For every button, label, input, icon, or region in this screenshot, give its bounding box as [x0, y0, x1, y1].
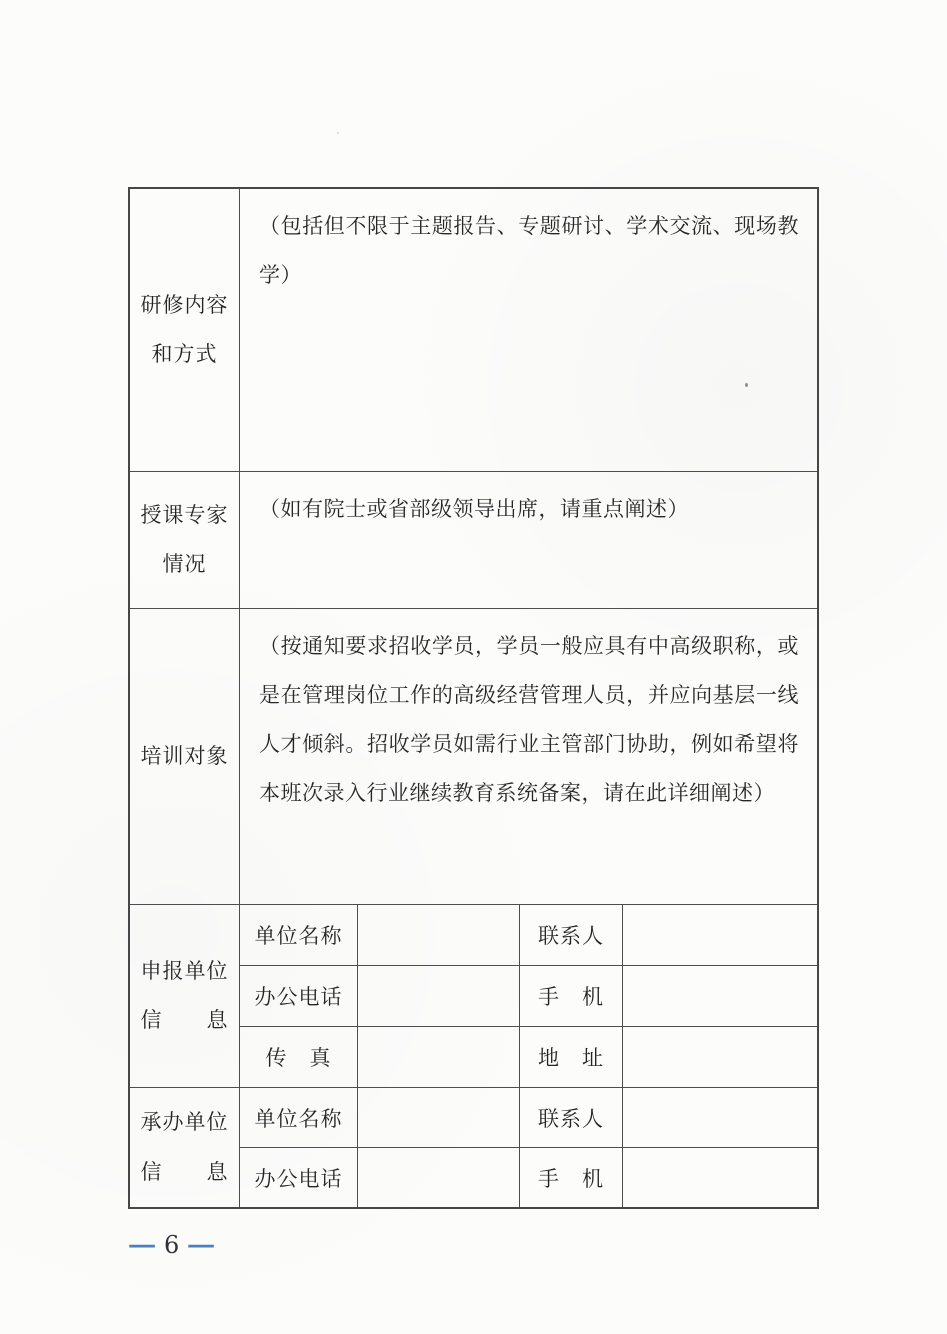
- row-label-organizer-unit-info: [130, 1088, 240, 1207]
- row-label-line: 承办单位: [140, 1110, 229, 1135]
- page-number-dash-left: —: [127, 1232, 157, 1258]
- field-value-contact-person: [623, 1088, 817, 1147]
- subtable-row: [240, 966, 817, 1027]
- training-content-text: （包括但不限于主题报告、专题研讨、学术交流、现场教学）: [259, 214, 799, 287]
- row-label-line: 和方式: [151, 342, 218, 366]
- row-trainees: [130, 609, 817, 905]
- field-value-contact-person: [623, 905, 817, 965]
- row-label-applicant-unit-info: [130, 905, 240, 1087]
- trainees-cell: [240, 609, 817, 904]
- subtable-row: [240, 1088, 817, 1148]
- applicant-unit-subtable: [240, 905, 817, 1087]
- row-label-line: 情况: [162, 552, 207, 576]
- row-label-line: 培训对象: [140, 743, 229, 768]
- scan-speck: [745, 383, 748, 387]
- field-label-contact-person: 联系人: [520, 905, 623, 965]
- row-lecturer-experts: [130, 472, 817, 609]
- page-number-dash-right: —: [186, 1232, 216, 1258]
- subtable-row: [240, 1027, 817, 1087]
- row-label-line: 授课专家: [140, 502, 229, 527]
- row-organizer-unit-info: [130, 1088, 817, 1207]
- field-value-unit-name: [358, 1088, 520, 1147]
- trainees-text: （按通知要求招收学员，学员一般应具有中高级职称，或是在管理岗位工作的高级经营管理人员，并应向基层一线人才倾斜。招收学员如需行业主管部门协助，例如希望将本班次录入行业继续教育系统备案，请在此详细阐述）: [259, 634, 799, 805]
- subtable-row: [240, 1148, 817, 1207]
- field-label-address: 地 址: [520, 1027, 623, 1087]
- page-number: [127, 1231, 216, 1259]
- subtable-row: [240, 905, 817, 966]
- row-label-training-content: [130, 189, 240, 471]
- field-label-mobile: 手 机: [520, 966, 623, 1026]
- field-label-contact-person: 联系人: [520, 1088, 623, 1147]
- row-label-trainees: [130, 609, 240, 904]
- application-form-table: [128, 187, 819, 1209]
- field-label-fax: 传 真: [240, 1027, 358, 1087]
- field-value-unit-name: [358, 905, 520, 965]
- row-label-line: 研修内容: [140, 292, 229, 317]
- scan-speck: [337, 132, 339, 134]
- lecturer-experts-cell: [240, 472, 817, 608]
- field-label-unit-name: 单位名称: [240, 1088, 358, 1147]
- row-training-content: [130, 189, 817, 472]
- field-label-office-phone: 办公电话: [240, 966, 358, 1026]
- field-label-mobile: 手 机: [520, 1148, 623, 1207]
- field-value-mobile: [623, 1148, 817, 1207]
- row-label-line: 申报单位: [140, 958, 229, 983]
- row-label-lecturer-experts: [130, 472, 240, 608]
- field-value-fax: [358, 1027, 520, 1087]
- row-label-line: 信 息: [140, 1159, 229, 1184]
- field-label-unit-name: 单位名称: [240, 905, 358, 965]
- training-content-cell: [240, 189, 817, 471]
- row-applicant-unit-info: [130, 905, 817, 1088]
- lecturer-experts-text: （如有院士或省部级领导出席，请重点阐述）: [259, 497, 689, 521]
- organizer-unit-subtable: [240, 1088, 817, 1207]
- field-label-office-phone: 办公电话: [240, 1148, 358, 1207]
- field-value-office-phone: [358, 1148, 520, 1207]
- row-label-line: 信 息: [140, 1008, 229, 1032]
- field-value-office-phone: [358, 966, 520, 1026]
- field-value-mobile: [623, 966, 817, 1026]
- field-value-address: [623, 1027, 817, 1087]
- page-number-value: 6: [164, 1231, 180, 1259]
